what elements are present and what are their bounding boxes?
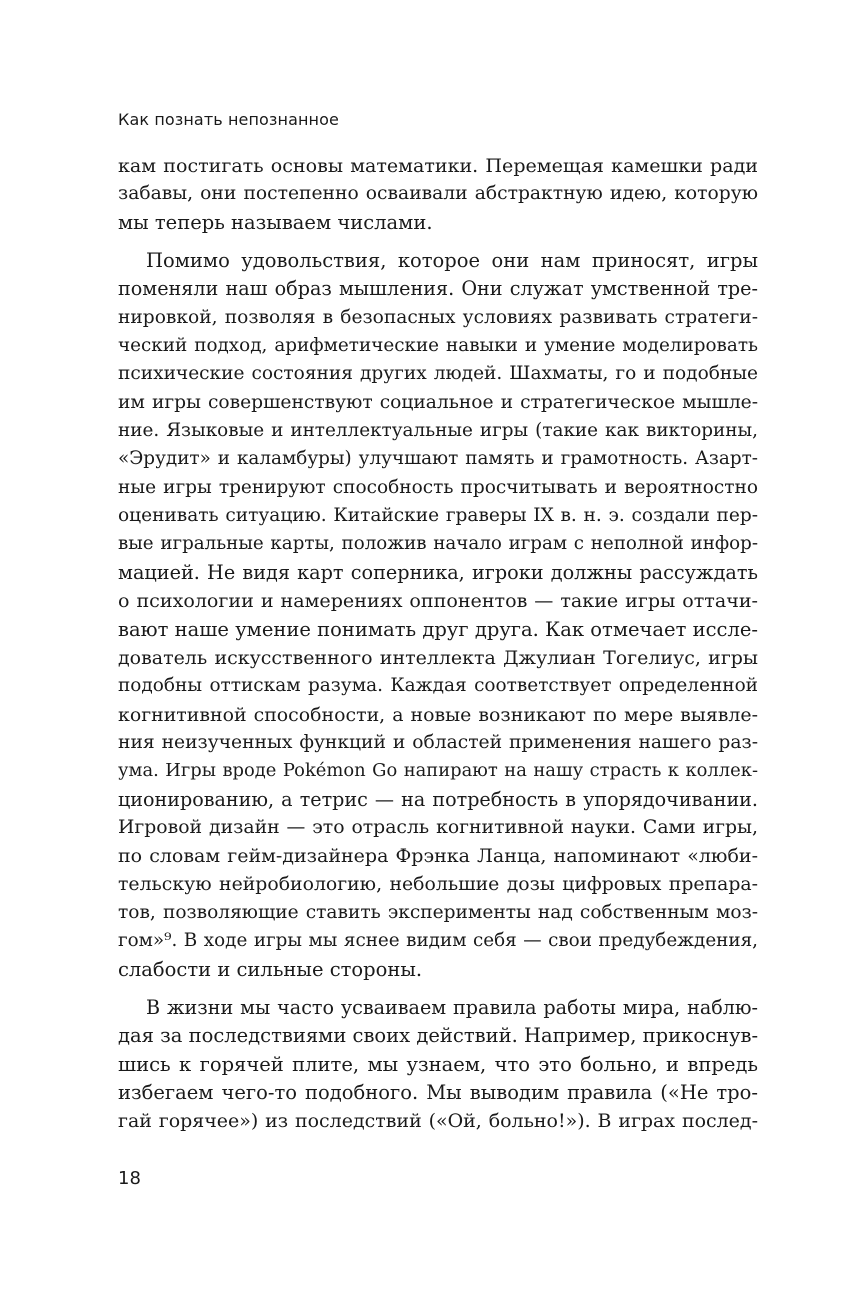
text-line: мы теперь называем числами. [118,210,433,234]
text-line: о психологии и намерениях оппонентов — такие игры оттачи- [118,590,758,613]
text-line: тельскую нейробиологию, небольшие дозы цифровых препара- [118,873,758,895]
text-line: по словам гейм-дизайнера Фрэнка Ланца, напоминают «люби- [118,845,758,868]
paragraph-3 [118,994,758,1136]
text-line: кам постигать основы математики. Перемещая камешки ради [118,155,758,177]
text-line: слабости и сильные стороны. [118,957,423,981]
text-line: нировкой, позволяя в безопасных условиях развивать стратеги- [118,306,758,328]
text-line: «Эрудит» и каламбуры) улучшают память и грамотность. Азарт- [118,448,758,470]
text-line: ные игры тренируют способность просчитывать и вероятностно [118,476,758,498]
text-line: оценивать ситуацию. Китайские граверы IX в. н. э. создали пер- [118,505,758,527]
text-line: ческий подход, арифметические навыки и умение моделировать [118,335,758,357]
paragraph-1 [118,152,758,237]
text-line: ние. Языковые и интеллектуальные игры (такие как викторины, [118,420,758,442]
running-head: Как познать непознанное [118,110,339,129]
text-line: ума. Игры вроде Pokémon Go напирают на нашу страсть к коллек- [118,760,758,782]
text-line: забавы, они постепенно осваивали абстрактную идею, которую [118,183,758,205]
text-line: им игры совершенствуют социальное и стратегическое мышле- [118,391,758,413]
text-line: подобны оттискам разума. Каждая соответствует определенной [118,675,758,697]
text-line: избегаем чего-то подобного. Мы выводим правила («Не тро- [118,1081,758,1104]
text-line: тов, позволяющие ставить эксперименты над собственным моз- [118,901,758,923]
text-line: вают наше умение понимать друг друга. Как отмечает иссле- [118,617,758,641]
text-line: вые игральные карты, положив начало играм с неполной инфор- [118,533,758,555]
text-line: мацией. Не видя карт соперника, игроки должны рассуждать [118,560,758,584]
text-line: психические состояния других людей. Шахматы, го и подобные [118,363,758,385]
text-line: поменяли наш образ мышления. Они служат умственной тре- [118,277,758,301]
page-number: 18 [118,1168,141,1189]
body-text [118,152,758,1136]
text-line: Игровой дизайн — это отрасль когнитивной науки. Сами игры, [118,816,758,838]
text-line: ционированию, а тетрис — на потребность в упорядочивании. [118,787,758,811]
paragraph-2 [118,247,758,984]
text-line: ния неизученных функций и областей применения нашего раз- [118,731,758,753]
text-line: дователь искусственного интеллекта Джулиан Тогелиус, игры [118,646,758,669]
text-line: В жизни мы часто усваиваем правила работы мира, наблю- [146,995,758,1019]
text-line: Помимо удовольствия, которое они нам приносят, игры [146,249,758,273]
text-line: шись к горячей плите, мы узнаем, что это больно, и впредь [118,1052,758,1076]
text-line: дая за последствиями своих действий. Например, прикоснув- [118,1024,759,1048]
text-line: когнитивной способности, а новые возникают по мере выявле- [118,703,758,726]
text-line: гай горячее») из последствий («Ой, больно!»). В играх послед- [118,1110,758,1133]
text-line: гом»⁹. В ходе игры мы яснее видим себя — свои предубеждения, [118,930,758,952]
